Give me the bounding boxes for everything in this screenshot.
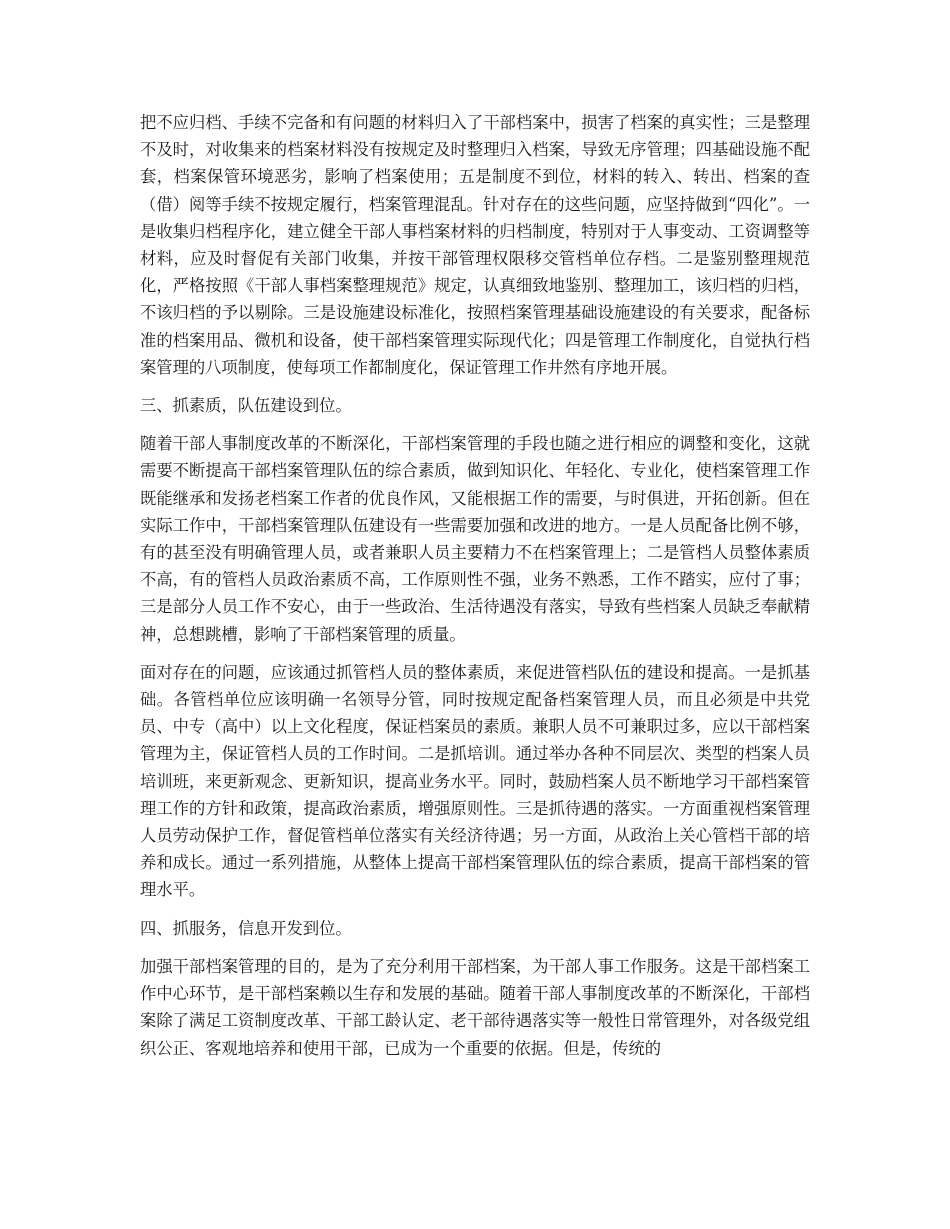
paragraph-service: 加强干部档案管理的目的，是为了充分利用干部档案，为干部人事工作服务。这是干部档案工作中心环节，是干部档案赖以生存和发展的基础。随着干部人事制度改革的不断深化，干部档案除了满足工资制度改革、干部工龄认定、老干部待遇落实等一般性日常管理外，对各级党组织公正、客观地培养和使用干部，已成为一个重要的依据。但是，传统的 bbox=[140, 956, 810, 1058]
section-heading-quality: 三、抓素质，队伍建设到位。 bbox=[140, 396, 352, 416]
document-body bbox=[140, 109, 810, 1073]
section-heading-service: 四、抓服务，信息开发到位。 bbox=[140, 918, 352, 938]
paragraph-team-building: 随着干部人事制度改革的不断深化，干部档案管理的手段也随之进行相应的调整和变化，这就需要不断提高干部档案管理队伍的综合素质，做到知识化、年轻化、专业化，使档案管理工作既能继承和发扬老档案工作者的优良作风，又能根据工作的需要，与时俱进，开拓创新。但在实际工作中，干部档案管理队伍建设有一些需要加强和改进的地方。一是人员配备比例不够，有的甚至没有明确管理人员，或者兼职人员主要精力不在档案管理上；二是管档人员整体素质不高，有的管档人员政治素质不高，工作原则性不强，业务不熟悉，工作不踏实，应付了事；三是部分人员工作不安心，由于一些政治、生活待遇没有落实，导致有些档案人员缺乏奉献精神，总想跳槽，影响了干部档案管理的质量。 bbox=[140, 434, 810, 644]
paragraph-improve-quality: 面对存在的问题，应该通过抓管档人员的整体素质，来促进管档队伍的建设和提高。一是抓基础。各管档单位应该明确一名领导分管，同时按规定配备档案管理人员，而且必须是中共党员、中专（高中）以上文化程度，保证档案员的素质。兼职人员不可兼职过多，应以干部档案管理为主，保证管档人员的工作时间。二是抓培训。通过举办各种不同层次、类型的档案人员培训班，来更新观念、更新知识，提高业务水平。同时，鼓励档案人员不断地学习干部档案管理工作的方针和政策，提高政治素质，增强原则性。三是抓待遇的落实。一方面重视档案管理人员劳动保护工作，督促管档单位落实有关经济待遇；另一方面，从政治上关心管档干部的培养和成长。通过一系列措施，从整体上提高干部档案管理队伍的综合素质，提高干部档案的管理水平。 bbox=[140, 662, 810, 900]
paragraph-archive-issues: 把不应归档、手续不完备和有问题的材料归入了干部档案中，损害了档案的真实性；三是整理不及时，对收集来的档案材料没有按规定及时整理归入档案，导致无序管理；四基础设施不配套，档案保管环境恶劣，影响了档案使用；五是制度不到位，材料的转入、转出、档案的查（借）阅等手续不按规定履行，档案管理混乱。针对存在的这些问题，应坚持做到“四化”。一是收集归档程序化，建立健全干部人事档案材料的归档制度，特别对于人事变动、工资调整等材料，应及时督促有关部门收集，并按干部管理权限移交管档单位存档。二是鉴别整理规范化，严格按照《干部人事档案整理规范》规定，认真细致地鉴别、整理加工，该归档的归档，不该归档的予以剔除。三是设施建设标准化，按照档案管理基础设施建设的有关要求，配备标准的档案用品、微机和设备，使干部档案管理实际现代化；四是管理工作制度化，自觉执行档案管理的八项制度，使每项工作都制度化，保证管理工作井然有序地开展。 bbox=[140, 113, 810, 377]
